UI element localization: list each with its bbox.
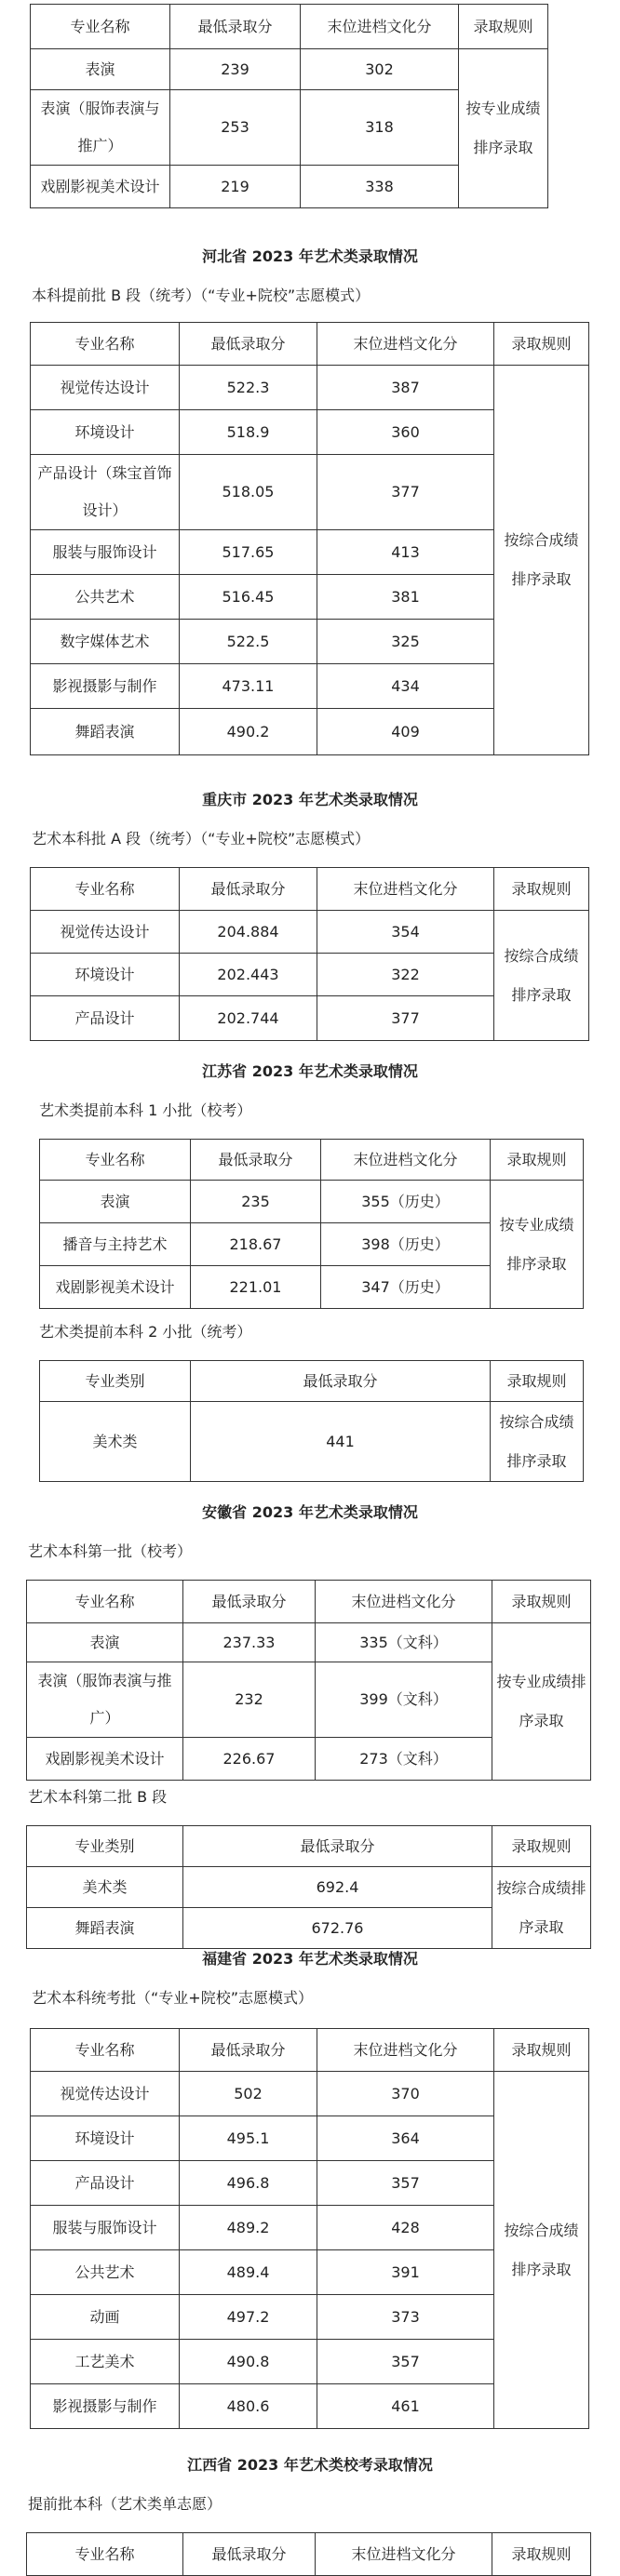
min-score-cell: 672.76	[183, 1908, 492, 1949]
jiangxi-section-title: 江西省 2023 年艺术类校考录取情况	[187, 2456, 433, 2474]
jiangsu-batch2-subtitle: 艺术类提前本科 2 小批（统考）	[39, 1323, 252, 1341]
culture-score-cell: 360	[317, 410, 494, 455]
chongqing-admission-table	[30, 867, 589, 1041]
min-score-cell: 496.8	[180, 2161, 317, 2206]
hebei-admission-table	[30, 322, 589, 755]
header-cell: 最低录取分	[183, 1826, 492, 1867]
culture-score-cell: 302	[301, 49, 459, 90]
min-score-cell: 490.2	[180, 709, 317, 755]
table-header-row	[40, 1361, 584, 1402]
table-row	[31, 2072, 589, 2116]
table-header-row	[31, 5, 548, 49]
culture-score-cell: 409	[317, 709, 494, 755]
jiangxi-batch-subtitle: 提前批本科（艺术类单志愿）	[28, 2495, 222, 2513]
min-score-cell: 522.3	[180, 366, 317, 410]
table-header-row	[31, 323, 589, 366]
admission-rule-cell: 按专业成绩排序录取	[459, 49, 548, 208]
anhui-batch1-subtitle: 艺术本科第一批（校考）	[28, 1542, 193, 1560]
header-cell: 末位进档文化分	[321, 1140, 491, 1181]
major-cell: 视觉传达设计	[31, 911, 180, 954]
culture-score-cell: 325	[317, 620, 494, 664]
min-score-cell: 202.744	[180, 996, 317, 1041]
min-score-cell: 516.45	[180, 575, 317, 620]
culture-score-cell: 461	[317, 2384, 494, 2429]
header-cell: 录取规则	[491, 1361, 584, 1402]
major-cell: 影视摄影与制作	[31, 2384, 180, 2429]
header-cell: 录取规则	[494, 323, 589, 366]
fujian-section-title: 福建省 2023 年艺术类录取情况	[202, 1950, 418, 1968]
culture-score-cell: 428	[317, 2206, 494, 2250]
major-cell: 视觉传达设计	[31, 366, 180, 410]
fujian-admission-table	[30, 2028, 589, 2429]
culture-score-cell: 399（文科）	[316, 1662, 492, 1738]
major-cell: 产品设计（珠宝首饰设计）	[31, 455, 180, 530]
table-row	[40, 1181, 584, 1223]
culture-score-cell: 370	[317, 2072, 494, 2116]
table-row	[27, 1623, 591, 1662]
admission-rule-cell: 按专业成绩排序录取	[491, 1181, 584, 1309]
min-score-cell: 518.05	[180, 455, 317, 530]
min-score-cell: 517.65	[180, 530, 317, 575]
min-score-cell: 237.33	[183, 1623, 316, 1662]
min-score-cell: 204.884	[180, 911, 317, 954]
header-cell: 末位进档文化分	[317, 2029, 494, 2072]
min-score-cell: 692.4	[183, 1867, 492, 1908]
table-row	[40, 1402, 584, 1482]
major-cell: 产品设计	[31, 996, 180, 1041]
major-cell: 舞蹈表演	[31, 709, 180, 755]
major-cell: 戏剧影视美术设计	[40, 1266, 191, 1309]
major-cell: 表演（服饰表演与推广）	[27, 1662, 183, 1738]
min-score-cell: 473.11	[180, 664, 317, 709]
top-admission-table	[30, 4, 548, 208]
culture-score-cell: 391	[317, 2250, 494, 2295]
min-score-cell: 232	[183, 1662, 316, 1738]
hebei-section-title: 河北省 2023 年艺术类录取情况	[202, 247, 418, 265]
major-cell: 表演	[40, 1181, 191, 1223]
major-cell: 服装与服饰设计	[31, 530, 180, 575]
header-cell: 最低录取分	[191, 1361, 491, 1402]
table-header-row	[27, 1581, 591, 1623]
chongqing-section-title: 重庆市 2023 年艺术类录取情况	[202, 791, 418, 808]
culture-score-cell: 364	[317, 2116, 494, 2161]
jiangsu-batch1-subtitle: 艺术类提前本科 1 小批（校考）	[39, 1101, 252, 1119]
header-cell: 末位进档文化分	[317, 868, 494, 911]
header-cell: 专业类别	[40, 1361, 191, 1402]
header-cell: 末位进档文化分	[316, 1581, 492, 1623]
header-cell: 末位进档文化分	[301, 5, 459, 49]
fujian-batch-subtitle: 艺术本科统考批（“专业+院校”志愿模式）	[32, 1989, 313, 2007]
min-score-cell: 202.443	[180, 954, 317, 996]
table-header-row	[31, 868, 589, 911]
header-cell: 最低录取分	[180, 2029, 317, 2072]
header-cell: 录取规则	[494, 2029, 589, 2072]
admission-rule-cell: 按综合成绩排序录取	[491, 1402, 584, 1482]
culture-score-cell: 398（历史）	[321, 1223, 491, 1266]
major-cell: 数字媒体艺术	[31, 620, 180, 664]
header-cell: 录取规则	[492, 2533, 591, 2576]
culture-score-cell: 347（历史）	[321, 1266, 491, 1309]
min-score-cell: 253	[170, 90, 301, 166]
major-cell: 环境设计	[31, 954, 180, 996]
culture-score-cell: 357	[317, 2340, 494, 2384]
anhui-section-title: 安徽省 2023 年艺术类录取情况	[202, 1503, 418, 1521]
admission-rule-cell: 按综合成绩排序录取	[494, 366, 589, 755]
table-header-row	[27, 1826, 591, 1867]
table-header-row	[27, 2533, 591, 2576]
culture-score-cell: 273（文科）	[316, 1738, 492, 1781]
header-cell: 录取规则	[459, 5, 548, 49]
table-row	[27, 1867, 591, 1908]
major-cell: 公共艺术	[31, 575, 180, 620]
culture-score-cell: 377	[317, 996, 494, 1041]
header-cell: 末位进档文化分	[317, 323, 494, 366]
major-cell: 产品设计	[31, 2161, 180, 2206]
jiangxi-admission-table	[26, 2532, 591, 2576]
header-cell: 最低录取分	[183, 2533, 316, 2576]
major-cell: 环境设计	[31, 2116, 180, 2161]
culture-score-cell: 377	[317, 455, 494, 530]
major-cell: 视觉传达设计	[31, 2072, 180, 2116]
major-cell: 表演（服饰表演与推广）	[31, 90, 170, 166]
header-cell: 最低录取分	[180, 323, 317, 366]
jiangsu-batch2-table	[39, 1360, 584, 1482]
min-score-cell: 489.4	[180, 2250, 317, 2295]
major-category-cell: 美术类	[27, 1867, 183, 1908]
header-cell: 专业名称	[31, 5, 170, 49]
anhui-batch2-subtitle: 艺术本科第二批 B 段	[28, 1788, 168, 1806]
min-score-cell: 219	[170, 166, 301, 208]
admission-rule-cell: 按综合成绩排序录取	[494, 911, 589, 1041]
min-score-cell: 239	[170, 49, 301, 90]
hebei-batch-subtitle: 本科提前批 B 段（统考）（“专业+院校”志愿模式）	[32, 287, 371, 304]
table-header-row	[40, 1140, 584, 1181]
culture-score-cell: 354	[317, 911, 494, 954]
header-cell: 专业类别	[27, 1826, 183, 1867]
culture-score-cell: 387	[317, 366, 494, 410]
major-cell: 影视摄影与制作	[31, 664, 180, 709]
culture-score-cell: 322	[317, 954, 494, 996]
major-cell: 环境设计	[31, 410, 180, 455]
major-cell: 服装与服饰设计	[31, 2206, 180, 2250]
min-score-cell: 480.6	[180, 2384, 317, 2429]
min-score-cell: 495.1	[180, 2116, 317, 2161]
header-cell: 最低录取分	[180, 868, 317, 911]
header-cell: 末位进档文化分	[316, 2533, 492, 2576]
min-score-cell: 518.9	[180, 410, 317, 455]
header-cell: 专业名称	[31, 2029, 180, 2072]
major-cell: 工艺美术	[31, 2340, 180, 2384]
culture-score-cell: 357	[317, 2161, 494, 2206]
header-cell: 专业名称	[27, 2533, 183, 2576]
min-score-cell: 226.67	[183, 1738, 316, 1781]
major-cell: 戏剧影视美术设计	[31, 166, 170, 208]
anhui-batch2-table	[26, 1825, 591, 1949]
admission-rule-cell: 按综合成绩排序录取	[494, 2072, 589, 2429]
min-score-cell: 490.8	[180, 2340, 317, 2384]
table-row	[31, 911, 589, 954]
header-cell: 录取规则	[492, 1826, 591, 1867]
header-cell: 专业名称	[31, 868, 180, 911]
header-cell: 录取规则	[492, 1581, 591, 1623]
culture-score-cell: 355（历史）	[321, 1181, 491, 1223]
culture-score-cell: 373	[317, 2295, 494, 2340]
admission-rule-cell: 按专业成绩排序录取	[492, 1623, 591, 1781]
min-score-cell: 441	[191, 1402, 491, 1482]
major-cell: 播音与主持艺术	[40, 1223, 191, 1266]
header-cell: 最低录取分	[191, 1140, 321, 1181]
culture-score-cell: 434	[317, 664, 494, 709]
admission-rule-cell: 按综合成绩排序录取	[492, 1867, 591, 1949]
jiangsu-batch1-table	[39, 1139, 584, 1309]
major-cell: 表演	[27, 1623, 183, 1662]
jiangsu-section-title: 江苏省 2023 年艺术类录取情况	[202, 1062, 418, 1080]
header-cell: 录取规则	[491, 1140, 584, 1181]
major-category-cell: 舞蹈表演	[27, 1908, 183, 1949]
min-score-cell: 489.2	[180, 2206, 317, 2250]
culture-score-cell: 335（文科）	[316, 1623, 492, 1662]
culture-score-cell: 318	[301, 90, 459, 166]
header-cell: 最低录取分	[183, 1581, 316, 1623]
min-score-cell: 235	[191, 1181, 321, 1223]
table-row	[31, 49, 548, 90]
major-cell: 表演	[31, 49, 170, 90]
table-header-row	[31, 2029, 589, 2072]
table-row	[31, 366, 589, 410]
min-score-cell: 221.01	[191, 1266, 321, 1309]
major-cell: 动画	[31, 2295, 180, 2340]
anhui-batch1-table	[26, 1580, 591, 1781]
major-cell: 公共艺术	[31, 2250, 180, 2295]
header-cell: 专业名称	[27, 1581, 183, 1623]
major-cell: 戏剧影视美术设计	[27, 1738, 183, 1781]
header-cell: 专业名称	[31, 323, 180, 366]
header-cell: 录取规则	[494, 868, 589, 911]
min-score-cell: 502	[180, 2072, 317, 2116]
culture-score-cell: 413	[317, 530, 494, 575]
header-cell: 最低录取分	[170, 5, 301, 49]
min-score-cell: 522.5	[180, 620, 317, 664]
min-score-cell: 218.67	[191, 1223, 321, 1266]
header-cell: 专业名称	[40, 1140, 191, 1181]
major-category-cell: 美术类	[40, 1402, 191, 1482]
culture-score-cell: 381	[317, 575, 494, 620]
culture-score-cell: 338	[301, 166, 459, 208]
min-score-cell: 497.2	[180, 2295, 317, 2340]
chongqing-batch-subtitle: 艺术本科批 A 段（统考）（“专业+院校”志愿模式）	[32, 830, 371, 848]
